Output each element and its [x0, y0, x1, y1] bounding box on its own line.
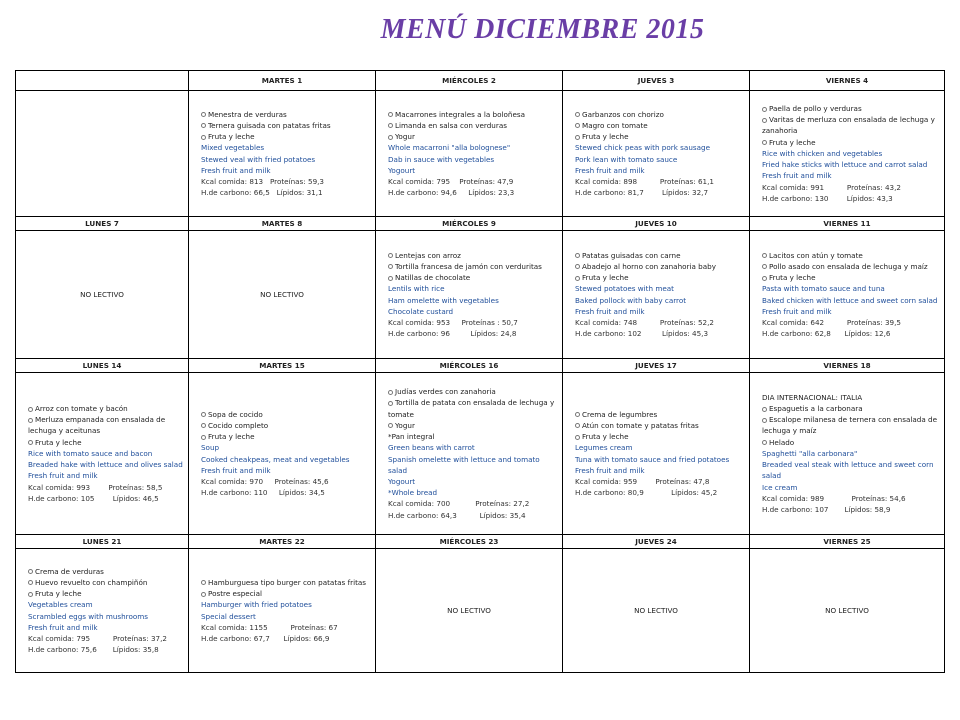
- day-header: JUEVES 24: [563, 535, 750, 549]
- dish-name: Yogur: [395, 132, 415, 142]
- bullet-circle-icon: [762, 253, 767, 258]
- bullet-circle-icon: [575, 435, 580, 440]
- dish-name: Huevo revuelto con champiñón: [35, 577, 148, 587]
- dish-english: Fresh fruit and milk: [575, 306, 645, 316]
- dish-name: Fruta y leche: [582, 132, 629, 142]
- dish-english: Dab in sauce with vegetables: [388, 154, 495, 164]
- dish-name: Crema de verduras: [35, 566, 104, 576]
- dish-name: Fruta y leche: [208, 432, 255, 442]
- dish-english: Fresh fruit and milk: [575, 165, 645, 175]
- nutrition-info: Kcal comida: 700 Proteínas: 27,2: [388, 499, 530, 509]
- bullet-circle-icon: [762, 418, 767, 423]
- day-menu-cell: [376, 91, 563, 217]
- bullet-circle-icon: [575, 412, 580, 417]
- nutrition-info: Kcal comida: 898 Proteínas: 61,1: [575, 176, 714, 186]
- dish-item: [28, 414, 183, 436]
- nutrition-info: Kcal comida: 970 Proteínas: 45,6: [201, 476, 329, 486]
- dish-english: Rice with chicken and vegetables: [762, 148, 883, 158]
- week-menu-row: [16, 91, 945, 217]
- dish-english: Baked pollock with baby carrot: [575, 295, 687, 305]
- dish-item: [388, 386, 557, 397]
- dish-english: Hamburger with fried potatoes: [201, 600, 312, 610]
- dish-name: Hamburguesa tipo burger con patatas fritas: [208, 577, 367, 587]
- dish-item: [575, 261, 744, 272]
- dish-item: [201, 577, 370, 588]
- dish-item: [762, 114, 939, 136]
- bullet-circle-icon: [28, 418, 33, 423]
- dish-item: [388, 131, 557, 142]
- nutrition-info: Kcal comida: 813 Proteínas: 59,3: [201, 176, 324, 186]
- bullet-circle-icon: [388, 276, 393, 281]
- bullet-circle-icon: [762, 264, 767, 269]
- nutrition-info: H.de carbono: 94,6 Lípidos: 23,3: [388, 188, 515, 198]
- dish-item: [762, 137, 939, 148]
- day-menu-cell: [16, 549, 189, 673]
- nutrition-info: H.de carbono: 75,6 Lípidos: 35,8: [28, 645, 159, 655]
- dish-name: Magro con tomate: [582, 120, 648, 130]
- day-menu-cell: [16, 373, 189, 535]
- dish-item: [201, 588, 370, 599]
- bullet-circle-icon: [201, 580, 206, 585]
- dish-name: Abadejo al horno con zanahoria baby: [582, 261, 716, 271]
- bullet-circle-icon: [388, 253, 393, 258]
- bullet-circle-icon: [201, 592, 206, 597]
- dish-item: [28, 437, 183, 448]
- dish-item: [388, 109, 557, 120]
- day-header: JUEVES 3: [563, 71, 750, 91]
- dish-english: Spaghetti "alla carbonara": [762, 448, 858, 458]
- nutrition-info: Kcal comida: 1155 Proteínas: 67: [201, 622, 338, 632]
- no-lectivo-cell: NO LECTIVO: [750, 549, 945, 673]
- dish-english: Pork lean with tomato sauce: [575, 154, 678, 164]
- nutrition-info: Kcal comida: 959 Proteínas: 47,8: [575, 476, 710, 486]
- bullet-circle-icon: [762, 276, 767, 281]
- dish-english: Fresh fruit and milk: [28, 471, 98, 481]
- dish-english: Lentils with rice: [388, 284, 445, 294]
- dish-name: Fruta y leche: [769, 137, 816, 147]
- week-header-row: [16, 71, 945, 91]
- day-header: MARTES 8: [189, 217, 376, 231]
- dish-item: [388, 420, 557, 431]
- dish-name: Fruta y leche: [35, 589, 82, 599]
- dish-english: Ham omelette with vegetables: [388, 295, 499, 305]
- page-title: MENÚ DICIEMBRE 2015: [380, 14, 705, 45]
- dish-item: [28, 577, 183, 588]
- dish-english: Vegetables cream: [28, 600, 93, 610]
- nutrition-info: Kcal comida: 748 Proteínas: 52,2: [575, 317, 714, 327]
- bullet-circle-icon: [201, 112, 206, 117]
- dish-name: Lacitos con atún y tomate: [769, 250, 863, 260]
- bullet-circle-icon: [575, 112, 580, 117]
- dish-english: Fresh fruit and milk: [575, 465, 645, 475]
- bullet-circle-icon: [762, 407, 767, 412]
- bullet-circle-icon: [388, 390, 393, 395]
- nutrition-info: H.de carbono: 107 Lípidos: 58,9: [762, 504, 891, 514]
- dish-english: Stewed chick peas with pork sausage: [575, 143, 711, 153]
- dish-name: Ternera guisada con patatas fritas: [208, 120, 331, 130]
- dish-english: Fresh fruit and milk: [762, 171, 832, 181]
- dish-item: [575, 272, 744, 283]
- bullet-circle-icon: [388, 401, 393, 406]
- dish-item: [201, 120, 370, 131]
- nutrition-info: H.de carbono: 130 Lípidos: 43,3: [762, 193, 893, 203]
- nutrition-info: H.de carbono: 96 Lípidos: 24,8: [388, 329, 517, 339]
- dish-english: Green beans with carrot: [388, 443, 475, 453]
- bullet-circle-icon: [762, 440, 767, 445]
- menu-table: [15, 70, 945, 673]
- nutrition-info: H.de carbono: 80,9 Lípidos: 45,2: [575, 488, 718, 498]
- bullet-circle-icon: [388, 123, 393, 128]
- dish-english: Fresh fruit and milk: [201, 465, 271, 475]
- dish-english: Stewed veal with fried potatoes: [201, 154, 316, 164]
- bullet-circle-icon: [388, 135, 393, 140]
- dish-name: Atún con tomate y patatas fritas: [582, 420, 699, 430]
- bullet-circle-icon: [762, 107, 767, 112]
- bullet-circle-icon: [575, 135, 580, 140]
- bullet-circle-icon: [201, 423, 206, 428]
- day-menu-cell: [563, 91, 750, 217]
- dish-english: Rice with tomato sauce and bacon: [28, 448, 153, 458]
- bullet-circle-icon: [575, 253, 580, 258]
- nutrition-info: Kcal comida: 795 Proteínas: 37,2: [28, 633, 167, 643]
- dish-name: Pollo asado con ensalada de lechuga y maíz: [769, 261, 928, 271]
- nutrition-info: Kcal comida: 795 Proteínas: 47,9: [388, 176, 514, 186]
- dish-english: Ice cream: [762, 482, 798, 492]
- day-header: JUEVES 17: [563, 359, 750, 373]
- bullet-circle-icon: [201, 412, 206, 417]
- bullet-circle-icon: [28, 592, 33, 597]
- dish-english: Cooked cheakpeas, meat and vegetables: [201, 454, 350, 464]
- dish-item: [201, 109, 370, 120]
- nutrition-info: H.de carbono: 102 Lípidos: 45,3: [575, 329, 709, 339]
- day-header: JUEVES 10: [563, 217, 750, 231]
- nutrition-info: Kcal comida: 993 Proteínas: 58,5: [28, 482, 163, 492]
- day-header: MARTES 22: [189, 535, 376, 549]
- dish-name: Tortilla francesa de jamón con verduritas: [395, 261, 542, 271]
- dish-english: Fresh fruit and milk: [28, 622, 98, 632]
- day-menu-cell: [563, 373, 750, 535]
- dish-name: Fruta y leche: [582, 432, 629, 442]
- dish-english: Legumes cream: [575, 443, 633, 453]
- dish-name: Fruta y leche: [208, 132, 255, 142]
- dish-item: [201, 420, 370, 431]
- dish-name: Helado: [769, 437, 795, 447]
- dish-name: Patatas guisadas con carne: [582, 250, 681, 260]
- no-lectivo-cell: NO LECTIVO: [563, 549, 750, 673]
- dish-item: [201, 431, 370, 442]
- dish-english: Yogourt: [388, 476, 416, 486]
- dish-name: Tortilla de patata con ensalada de lechuga y tomate: [388, 398, 555, 419]
- bullet-circle-icon: [762, 140, 767, 145]
- nutrition-info: H.de carbono: 66,5 Lípidos: 31,1: [201, 188, 323, 198]
- day-menu-cell: [750, 91, 945, 217]
- dish-item: [762, 414, 939, 436]
- dish-name: Merluza empanada con ensalada de lechuga y aceitunas: [28, 415, 166, 436]
- dish-english: Breaded veal steak with lettuce and sweet corn salad: [762, 460, 934, 481]
- dish-name: Garbanzos con chorizo: [582, 109, 664, 119]
- bullet-circle-icon: [575, 264, 580, 269]
- day-header: MARTES 1: [189, 71, 376, 91]
- dish-item: [762, 437, 939, 448]
- day-menu-cell: [563, 231, 750, 359]
- dish-english: Fried hake sticks with lettuce and carrot salad: [762, 160, 928, 170]
- dish-item: [388, 272, 557, 283]
- dish-english: Soup: [201, 443, 220, 453]
- no-lectivo-cell: NO LECTIVO: [189, 231, 376, 359]
- bullet-circle-icon: [388, 423, 393, 428]
- dish-name: Espaguetis a la carbonara: [769, 404, 863, 414]
- bullet-circle-icon: [201, 135, 206, 140]
- day-menu-cell: [376, 231, 563, 359]
- dish-item: [575, 120, 744, 131]
- nutrition-info: H.de carbono: 64,3 Lípidos: 35,4: [388, 510, 526, 520]
- day-header: LUNES 7: [16, 217, 189, 231]
- extra-item: *Pan integral: [388, 432, 435, 442]
- dish-item: [28, 566, 183, 577]
- bullet-circle-icon: [575, 423, 580, 428]
- no-lectivo-cell: NO LECTIVO: [376, 549, 563, 673]
- nutrition-info: H.de carbono: 105 Lípidos: 46,5: [28, 493, 159, 503]
- empty-day-cell: [16, 91, 189, 217]
- nutrition-info: H.de carbono: 67,7 Lípidos: 66,9: [201, 633, 330, 643]
- nutrition-info: H.de carbono: 62,8 Lípidos: 12,6: [762, 329, 891, 339]
- day-menu-cell: [189, 373, 376, 535]
- dish-name: Cocido completo: [208, 420, 269, 430]
- dish-item: [762, 272, 939, 283]
- dish-english: Baked chicken with lettuce and sweet corn salad: [762, 295, 938, 305]
- dish-item: [762, 103, 939, 114]
- day-menu-cell: [189, 91, 376, 217]
- dish-name: Menestra de verduras: [208, 109, 287, 119]
- nutrition-info: Kcal comida: 953 Proteínas : 50,7: [388, 317, 518, 327]
- day-header: VIERNES 25: [750, 535, 945, 549]
- dish-english: Chocolate custard: [388, 306, 454, 316]
- dish-name: Natillas de chocolate: [395, 273, 471, 283]
- dish-name: Escalope milanesa de ternera con ensalada de lechuga y maíz: [762, 415, 938, 436]
- dish-name: Macarrones integrales a la boloñesa: [395, 109, 526, 119]
- day-menu-cell: [376, 373, 563, 535]
- dish-name: Postre especial: [208, 589, 263, 599]
- day-header: MIÉRCOLES 9: [376, 217, 563, 231]
- dish-name: Lentejas con arroz: [395, 250, 461, 260]
- dish-item: [762, 403, 939, 414]
- day-header: LUNES 14: [16, 359, 189, 373]
- week-header-row: [16, 535, 945, 549]
- week-header-row: [16, 217, 945, 231]
- dish-english: Pasta with tomato sauce and tuna: [762, 284, 885, 294]
- day-header: MIÉRCOLES 23: [376, 535, 563, 549]
- day-menu-cell: [189, 549, 376, 673]
- day-header: LUNES 21: [16, 535, 189, 549]
- nutrition-info: H.de carbono: 110 Lípidos: 34,5: [201, 488, 325, 498]
- dish-item: [762, 250, 939, 261]
- dish-item: [201, 409, 370, 420]
- bullet-circle-icon: [28, 407, 33, 412]
- bullet-circle-icon: [28, 569, 33, 574]
- bullet-circle-icon: [28, 440, 33, 445]
- dish-item: [575, 131, 744, 142]
- dish-item: [762, 261, 939, 272]
- bullet-circle-icon: [201, 123, 206, 128]
- dish-english: Fresh fruit and milk: [201, 165, 271, 175]
- dish-english: Spanish omelette with lettuce and tomato salad: [388, 454, 540, 475]
- week-header-row: [16, 359, 945, 373]
- day-header: MIÉRCOLES 16: [376, 359, 563, 373]
- day-header: MIÉRCOLES 2: [376, 71, 563, 91]
- dish-name: Judías verdes con zanahoria: [395, 387, 496, 397]
- day-header: MARTES 15: [189, 359, 376, 373]
- week-menu-row: [16, 231, 945, 359]
- dish-name: Fruta y leche: [582, 273, 629, 283]
- nutrition-info: Kcal comida: 642 Proteínas: 39,5: [762, 317, 901, 327]
- dish-item: [575, 109, 744, 120]
- dish-english: Fresh fruit and milk: [762, 306, 832, 316]
- day-header: VIERNES 11: [750, 217, 945, 231]
- bullet-circle-icon: [201, 435, 206, 440]
- bullet-circle-icon: [762, 118, 767, 123]
- dish-name: Fruta y leche: [35, 437, 82, 447]
- dish-name: Crema de legumbres: [582, 409, 658, 419]
- dish-name: Fruta y leche: [769, 273, 816, 283]
- dish-name: Limanda en salsa con verduras: [395, 120, 507, 130]
- dish-item: [575, 409, 744, 420]
- day-header: [16, 71, 189, 91]
- dish-english: Yogourt: [388, 165, 416, 175]
- dish-english: Breaded hake with lettuce and olives salad: [28, 460, 183, 470]
- dish-item: [388, 261, 557, 272]
- dish-name: Yogur: [395, 420, 415, 430]
- no-lectivo-cell: NO LECTIVO: [16, 231, 189, 359]
- bullet-circle-icon: [388, 112, 393, 117]
- dish-english: Scrambled eggs with mushrooms: [28, 611, 149, 621]
- dish-english: *Whole bread: [388, 488, 438, 498]
- day-menu-cell: [750, 231, 945, 359]
- dish-english: Stewed potatoes with meat: [575, 284, 674, 294]
- dish-item: [388, 120, 557, 131]
- week-menu-row: [16, 373, 945, 535]
- bullet-circle-icon: [575, 276, 580, 281]
- dish-item: [575, 250, 744, 261]
- dish-name: Paella de pollo y verduras: [769, 104, 862, 114]
- week-menu-row: [16, 549, 945, 673]
- dish-item: [575, 431, 744, 442]
- day-header: VIERNES 18: [750, 359, 945, 373]
- nutrition-info: Kcal comida: 991 Proteínas: 43,2: [762, 182, 901, 192]
- bullet-circle-icon: [388, 264, 393, 269]
- dish-name: Varitas de merluza con ensalada de lechuga y zanahoria: [762, 115, 935, 136]
- bullet-circle-icon: [28, 580, 33, 585]
- dish-item: [388, 397, 557, 419]
- dish-item: [575, 420, 744, 431]
- dish-item: [28, 403, 183, 414]
- dish-item: [201, 131, 370, 142]
- dish-item: [388, 250, 557, 261]
- dish-english: Tuna with tomato sauce and fried potatoes: [575, 454, 730, 464]
- nutrition-info: H.de carbono: 81,7 Lípidos: 32,7: [575, 188, 709, 198]
- dish-name: Sopa de cocido: [208, 409, 263, 419]
- nutrition-info: Kcal comida: 989 Proteínas: 54,6: [762, 493, 906, 503]
- special-day-label: DIA INTERNACIONAL: ITALIA: [762, 392, 863, 402]
- dish-name: Arroz con tomate y bacón: [35, 404, 128, 414]
- dish-english: Mixed vegetables: [201, 143, 265, 153]
- bullet-circle-icon: [575, 123, 580, 128]
- dish-english: Whole macarroni "alla bolognese": [388, 143, 511, 153]
- dish-item: [28, 588, 183, 599]
- dish-english: Special dessert: [201, 611, 256, 621]
- day-header: VIERNES 4: [750, 71, 945, 91]
- day-menu-cell: [750, 373, 945, 535]
